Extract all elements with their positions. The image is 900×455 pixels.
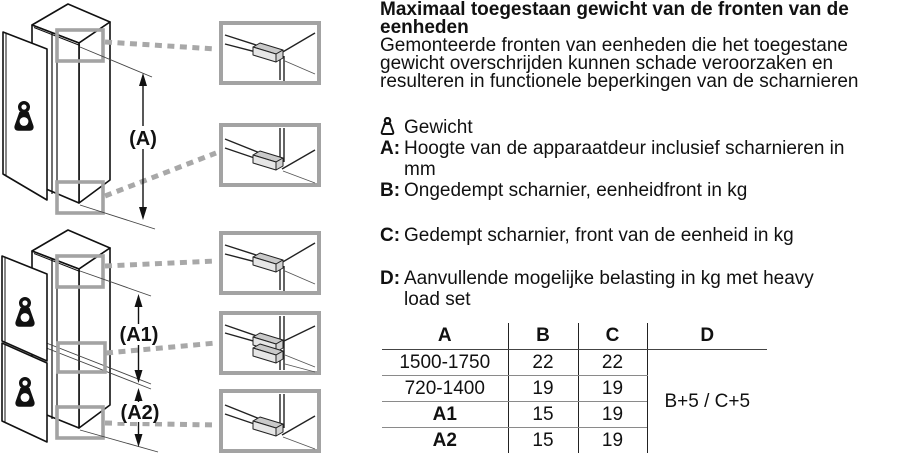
cell-b-value: 22 — [508, 350, 578, 376]
legend-text: mm — [404, 159, 436, 180]
column-header-c: C — [578, 323, 647, 350]
double-door-diagram — [2, 230, 319, 452]
legend-text: Ongedempt scharnier, eenheidfront in kg — [404, 180, 748, 201]
intro-paragraph — [380, 37, 898, 91]
detail-box-bottom-hinge — [221, 125, 319, 185]
legend-text: Gedempt scharnier, front van de eenheid in kg — [404, 225, 794, 246]
title-line: Maximaal toegestaan gewicht van de fronten van de — [380, 0, 849, 20]
column-header-d: D — [647, 323, 767, 350]
single-door-diagram — [3, 4, 319, 229]
cell-height-range: 720-1400 — [382, 376, 508, 402]
detail-box-middle-hinge — [221, 313, 319, 373]
column-header-b: B — [508, 323, 578, 350]
legend-text: Gewicht — [404, 117, 473, 138]
dimension-arrow-a2 — [117, 388, 163, 447]
cell-c-value: 22 — [578, 350, 647, 376]
dimension-arrow-a1 — [115, 294, 161, 383]
legend-key: C: — [380, 225, 401, 246]
column-header-a: A — [382, 323, 508, 350]
table-row — [382, 350, 767, 376]
dimension-label-a2: (A2) — [120, 402, 160, 424]
legend-key: D: — [380, 268, 401, 289]
appliance-door-weight-diagram — [0, 0, 378, 455]
cell-b-value: 15 — [508, 402, 578, 428]
cell-b-value: 15 — [508, 428, 578, 454]
page-title — [380, 1, 898, 37]
intro-line: resulteren in functionele beperkingen van de scharnieren — [380, 71, 859, 92]
legend-item-d — [380, 268, 898, 310]
legend-key: A: — [380, 138, 401, 159]
legend-item-c — [380, 225, 898, 246]
legend-text: load set — [404, 289, 471, 310]
callout-dashed-lines — [105, 42, 216, 196]
intro-line: Gemonteerde fronten van eenheden die het toegestane — [380, 35, 848, 56]
legend-text: Aanvullende mogelijke belasting in kg met heavy — [404, 268, 814, 289]
cell-d-merged-value: B+5 / C+5 — [647, 350, 767, 454]
detail-box-top-hinge — [221, 233, 319, 293]
cell-b-value: 19 — [508, 376, 578, 402]
legend-text: Hoogte van de apparaatdeur inclusief scharnieren in — [404, 138, 845, 159]
legend-item-b — [380, 180, 898, 201]
legend-item-a — [380, 138, 898, 180]
cell-c-value: 19 — [578, 402, 647, 428]
title-line: eenheden — [380, 17, 469, 38]
legend-item-gewicht — [380, 117, 898, 138]
dimension-arrow-a — [126, 73, 160, 220]
legend-key: B: — [380, 180, 401, 201]
cell-c-value: 19 — [578, 428, 647, 454]
intro-line: gewicht overschrijden kunnen schade veroorzaken en — [380, 53, 834, 74]
table-header-row — [382, 323, 767, 350]
text-column — [380, 1, 898, 453]
detail-box-bottom-hinge — [221, 391, 319, 451]
max-weight-table — [382, 323, 767, 453]
legend-list — [380, 117, 898, 310]
detail-box-top-hinge — [221, 23, 319, 83]
cell-c-value: 19 — [578, 376, 647, 402]
dimension-label-a1: (A1) — [119, 324, 159, 346]
cell-height-range: 1500-1750 — [382, 350, 508, 376]
dimension-label-a: (A) — [129, 128, 157, 150]
cell-height-range: A2 — [432, 429, 457, 451]
cell-height-range: A1 — [382, 402, 508, 428]
weight-icon — [380, 117, 395, 135]
